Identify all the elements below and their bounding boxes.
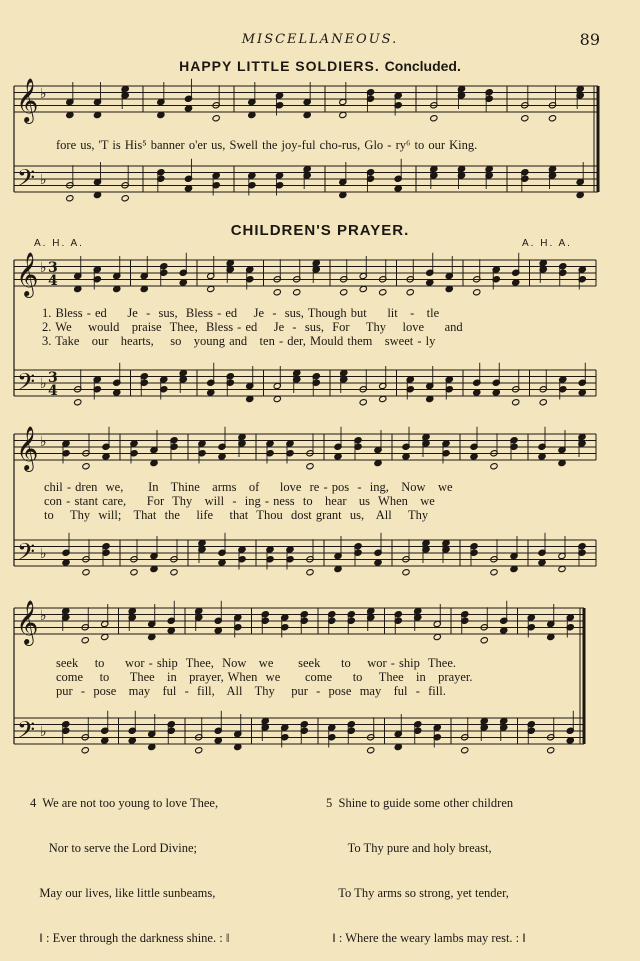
notehead (374, 459, 382, 466)
lyric-verse-2: come to Thee in prayer, When we come to Thee in prayer. (56, 670, 473, 684)
lyric-verse-3: 3. Take our hearts, so young and ten - der, Mould them sweet - ly (42, 334, 436, 348)
notehead (184, 185, 192, 192)
notehead (218, 559, 226, 566)
notehead (214, 737, 222, 744)
bass-clef-icon: 𝄢 (17, 538, 36, 571)
notehead (538, 559, 546, 566)
verse-4-line-3: May our lives, like little sunbeams, (30, 886, 216, 900)
notehead (273, 289, 281, 296)
notehead (170, 569, 178, 576)
notehead (101, 737, 109, 744)
notehead (547, 747, 555, 754)
notehead (367, 747, 375, 754)
notehead (426, 395, 434, 402)
notehead (558, 459, 566, 466)
verse-4-line-4: ‖ : Ever through the darkness shine. : ‖ (30, 931, 230, 945)
time-signature-top: 3 (48, 370, 58, 386)
page-number: 89 (579, 30, 600, 49)
notehead (246, 395, 254, 402)
tune-attribution-right: A. H. A. (522, 238, 572, 249)
notehead (113, 389, 121, 396)
bass-clef-icon: 𝄢 (17, 368, 36, 401)
notehead (140, 285, 148, 292)
notehead (480, 637, 488, 644)
notehead (490, 569, 498, 576)
notehead (426, 279, 434, 286)
notehead (93, 191, 101, 198)
notehead (490, 463, 498, 470)
notehead (303, 111, 311, 118)
notehead (212, 115, 220, 122)
notehead (214, 627, 222, 634)
notehead (248, 111, 256, 118)
notehead (538, 453, 546, 460)
notehead (306, 463, 314, 470)
notehead (184, 105, 192, 112)
lyric-verse-1: 1. Bless - ed Je - sus, Bless - ed Je - sus, Though but lit - tle (42, 306, 440, 320)
time-signature-bottom: 4 (48, 273, 58, 289)
notehead (102, 453, 110, 460)
notehead (334, 565, 342, 572)
notehead (82, 569, 90, 576)
notehead (340, 289, 348, 296)
notehead (179, 279, 187, 286)
notehead (121, 195, 129, 202)
notehead (150, 459, 158, 466)
time-signature-bottom: 4 (48, 383, 58, 399)
lyric-line-happy-soldiers: fore us, 'T is His⁵ banner o'er us, Swell the joy-ful cho-rus, Glo - ry⁶ to our King. (56, 138, 478, 152)
notehead (82, 463, 90, 470)
notehead (473, 389, 481, 396)
notehead (93, 111, 101, 118)
verse-4-line-1: 4 We are not too young to love Thee, (30, 796, 219, 810)
verse-4-line-2: Nor to serve the Lord Divine; (30, 841, 197, 855)
verse-5-line-3: To Thy arms so strong, yet tender, (326, 886, 509, 900)
notehead (293, 289, 301, 296)
notehead (207, 285, 215, 292)
notehead (394, 743, 402, 750)
lyric-verse-2: con - stant care, For Thy will - ing - ness to hear us When we (44, 494, 435, 508)
notehead (500, 627, 508, 634)
verse-5 (326, 766, 526, 961)
notehead (521, 115, 529, 122)
verse-5-line-2: To Thy pure and holy breast, (326, 841, 492, 855)
notehead (66, 111, 74, 118)
notehead (492, 389, 500, 396)
notehead (81, 747, 89, 754)
tune-attribution-left: A. H. A. (34, 238, 84, 249)
notehead (512, 279, 520, 286)
notehead (539, 399, 547, 406)
notehead (359, 399, 367, 406)
notehead (379, 289, 387, 296)
notehead (148, 743, 156, 750)
notehead (430, 115, 438, 122)
lyric-verse-1: chil - dren we, In Thine arms of love re - pos - ing, Now we (44, 480, 453, 494)
song-title-main: HAPPY LITTLE SOLDIERS. (179, 58, 380, 74)
notehead (157, 111, 165, 118)
notehead (566, 737, 574, 744)
song-title-childrens-prayer: CHILDREN'S PRAYER. (230, 222, 410, 239)
flat-icon: ♭ (40, 434, 47, 450)
notehead (510, 565, 518, 572)
notehead (66, 195, 74, 202)
treble-clef-icon: 𝄞 (16, 78, 39, 122)
notehead (113, 285, 121, 292)
notehead (167, 627, 175, 634)
notehead (148, 633, 156, 640)
notehead (130, 569, 138, 576)
notehead (101, 633, 109, 640)
notehead (62, 559, 70, 566)
lyric-verse-3: pur - pose may ful - fill, All Thy pur - pose may ful - fill. (56, 684, 446, 698)
notehead (470, 453, 478, 460)
notehead (374, 559, 382, 566)
flat-icon: ♭ (40, 546, 47, 562)
notehead (379, 395, 387, 402)
bass-clef-icon: 𝄢 (17, 716, 36, 749)
notehead (576, 191, 584, 198)
lyric-verse-1: seek to wor - ship Thee, Now we seek to wor - ship Thee. (56, 656, 457, 670)
notehead (445, 285, 453, 292)
flat-icon: ♭ (40, 260, 47, 276)
notehead (548, 115, 556, 122)
notehead (402, 453, 410, 460)
notehead (207, 389, 215, 396)
notehead (402, 569, 410, 576)
notehead (195, 747, 203, 754)
notehead (218, 453, 226, 460)
notehead (74, 285, 82, 292)
lyric-verse-3: to Thy will; That the life that Thou dost grant us, All Thy (44, 508, 429, 522)
bass-clef-icon: 𝄢 (17, 164, 36, 197)
notehead (128, 737, 136, 744)
flat-icon: ♭ (40, 86, 47, 102)
flat-icon: ♭ (40, 172, 47, 188)
flat-icon: ♭ (40, 724, 47, 740)
notehead (461, 747, 469, 754)
notehead (433, 633, 441, 640)
song-title-happy-little-soldiers (0, 58, 640, 74)
notehead (359, 285, 367, 292)
notehead (74, 399, 82, 406)
page-header-title: MISCELLANEOUS. (241, 32, 399, 47)
notehead (306, 569, 314, 576)
flat-icon: ♭ (40, 376, 47, 392)
verse-4 (30, 766, 229, 961)
treble-clef-icon: 𝄞 (16, 252, 39, 296)
treble-clef-icon: 𝄞 (16, 426, 39, 470)
time-signature-top: 3 (48, 260, 58, 276)
verse-5-line-1: 5 Shine to guide some other children (326, 796, 514, 810)
notehead (394, 185, 402, 192)
notehead (339, 111, 347, 118)
notehead (578, 389, 586, 396)
verse-5-line-4: ‖ : Where the weary lambs may rest. : ‖ (326, 931, 526, 945)
notehead (473, 289, 481, 296)
song-title-subtitle: Concluded. (384, 58, 461, 74)
notehead (81, 637, 89, 644)
lyric-verse-2: 2. We would praise Thee, Bless - ed Je - sus, For Thy love and (42, 320, 463, 334)
treble-clef-icon: 𝄞 (16, 600, 39, 644)
notehead (512, 399, 520, 406)
flat-icon: ♭ (40, 608, 47, 624)
notehead (339, 191, 347, 198)
notehead (234, 743, 242, 750)
notehead (406, 289, 414, 296)
notehead (273, 395, 281, 402)
notehead (334, 453, 342, 460)
notehead (558, 565, 566, 572)
notehead (547, 633, 555, 640)
notehead (150, 565, 158, 572)
